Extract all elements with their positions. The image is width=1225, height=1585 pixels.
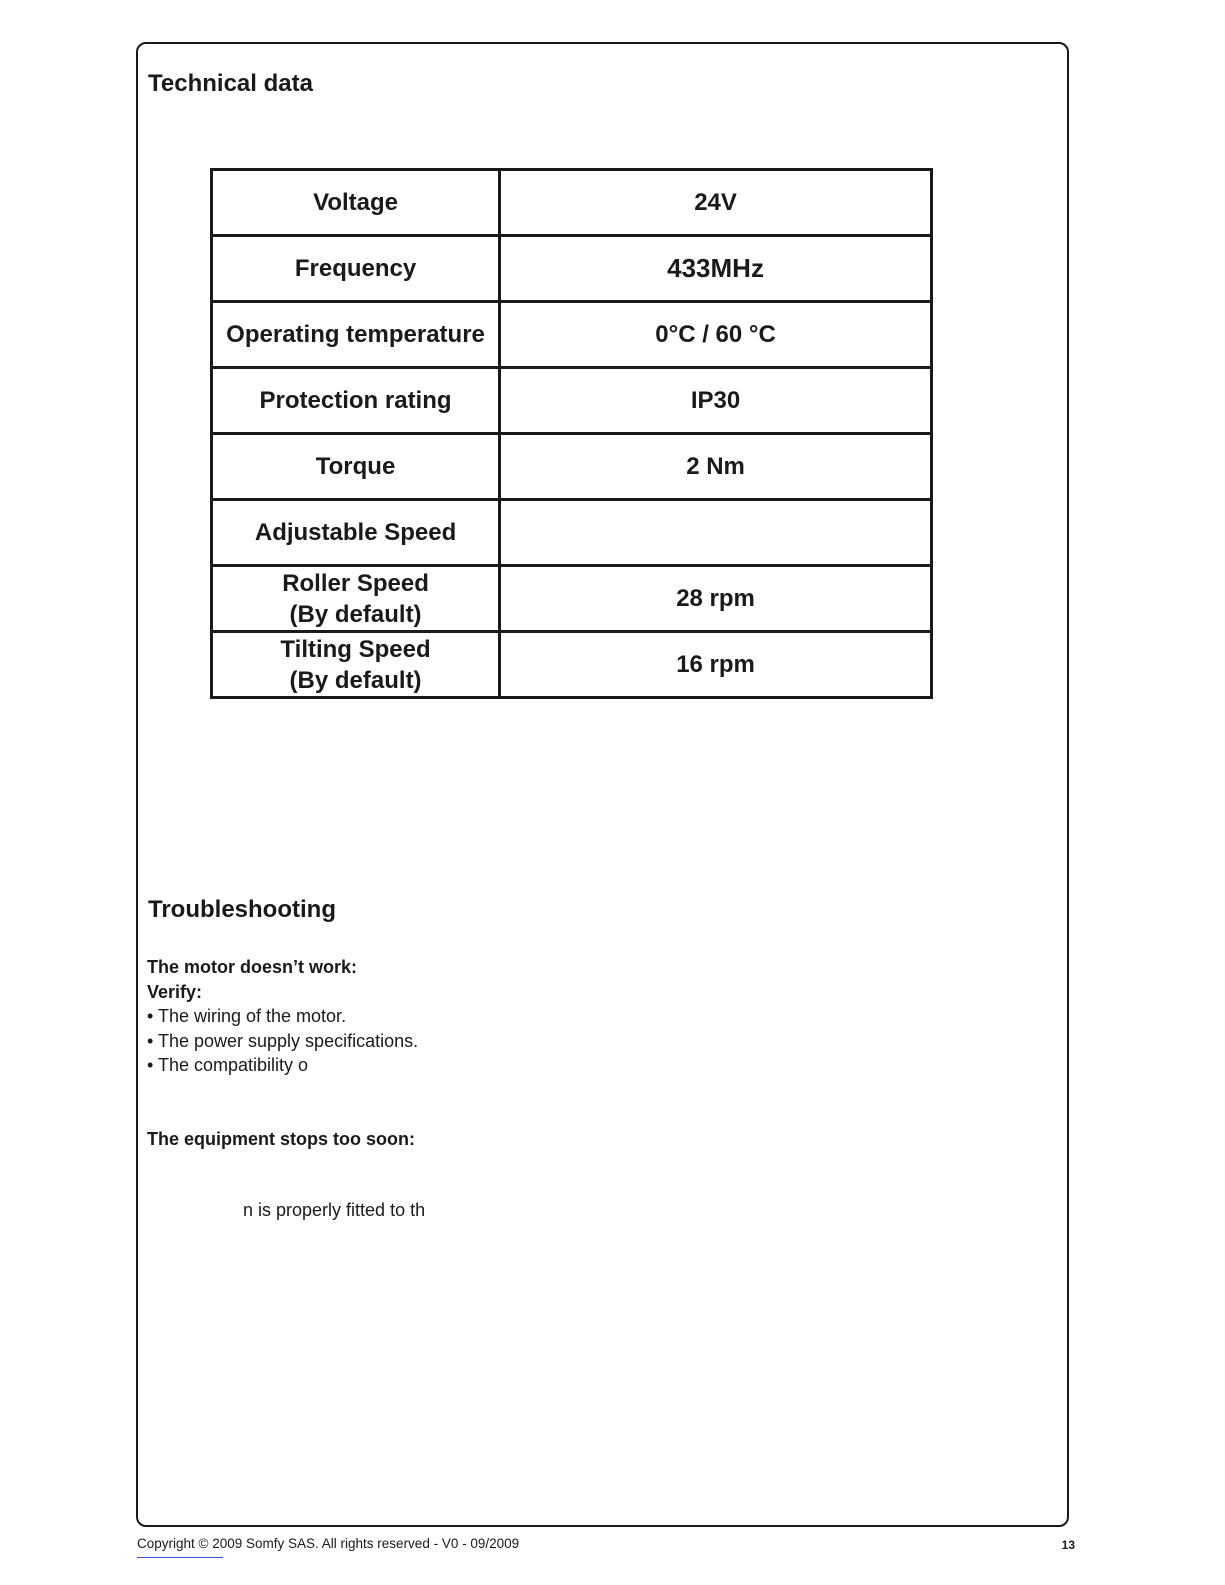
row-label [212, 566, 500, 632]
stops-too-soon-section [147, 1127, 415, 1152]
list-item: • The wiring of the motor. [147, 1006, 347, 1026]
motor-doesnt-work-section [147, 955, 418, 1078]
list-item: • The compatibility o [147, 1055, 309, 1075]
row-value: IP30 [500, 368, 932, 434]
link-underline [137, 1557, 223, 1558]
row-label: Voltage [212, 170, 500, 236]
row-label: Operating temperature [212, 302, 500, 368]
stops-too-soon-fragment: n is properly fitted to th [243, 1200, 426, 1220]
table-row [212, 434, 932, 500]
troubleshooting-heading: Troubleshooting [148, 896, 336, 923]
table-row [212, 566, 932, 632]
row-label: Torque [212, 434, 500, 500]
technical-data-heading: Technical data [148, 70, 313, 97]
table-row [212, 302, 932, 368]
row-value: 28 rpm [500, 566, 932, 632]
copyright-notice: Copyright © 2009 Somfy SAS. All rights reserved - V0 - 09/2009 [137, 1536, 520, 1551]
motor-doesnt-work-heading: The motor doesn’t work: [147, 957, 358, 977]
row-label-line1: Tilting Speed [280, 635, 431, 663]
list-item: • The power supply specifications. [147, 1030, 419, 1051]
row-label: Adjustable Speed [212, 500, 500, 566]
row-label-line2: (By default) [289, 600, 422, 628]
row-label: Frequency [212, 236, 500, 302]
row-value: 0°C / 60 °C [500, 302, 932, 368]
row-label: Protection rating [212, 368, 500, 434]
page-number: 13 [1061, 1538, 1075, 1552]
table-row [212, 500, 932, 566]
table-row [212, 368, 932, 434]
stops-too-soon-heading: The equipment stops too soon: [147, 1129, 415, 1149]
row-value: 16 rpm [500, 632, 932, 698]
verify-label: Verify: [147, 981, 203, 1002]
row-label [212, 632, 500, 698]
technical-data-table [210, 168, 933, 699]
row-value [500, 500, 932, 566]
row-label-line2: (By default) [289, 666, 422, 694]
row-label-line1: Roller Speed [282, 569, 429, 597]
table-row [212, 236, 932, 302]
row-value: 433MHz [500, 236, 932, 302]
row-value: 2 Nm [500, 434, 932, 500]
row-value: 24V [500, 170, 932, 236]
table-row [212, 632, 932, 698]
table-row [212, 170, 932, 236]
